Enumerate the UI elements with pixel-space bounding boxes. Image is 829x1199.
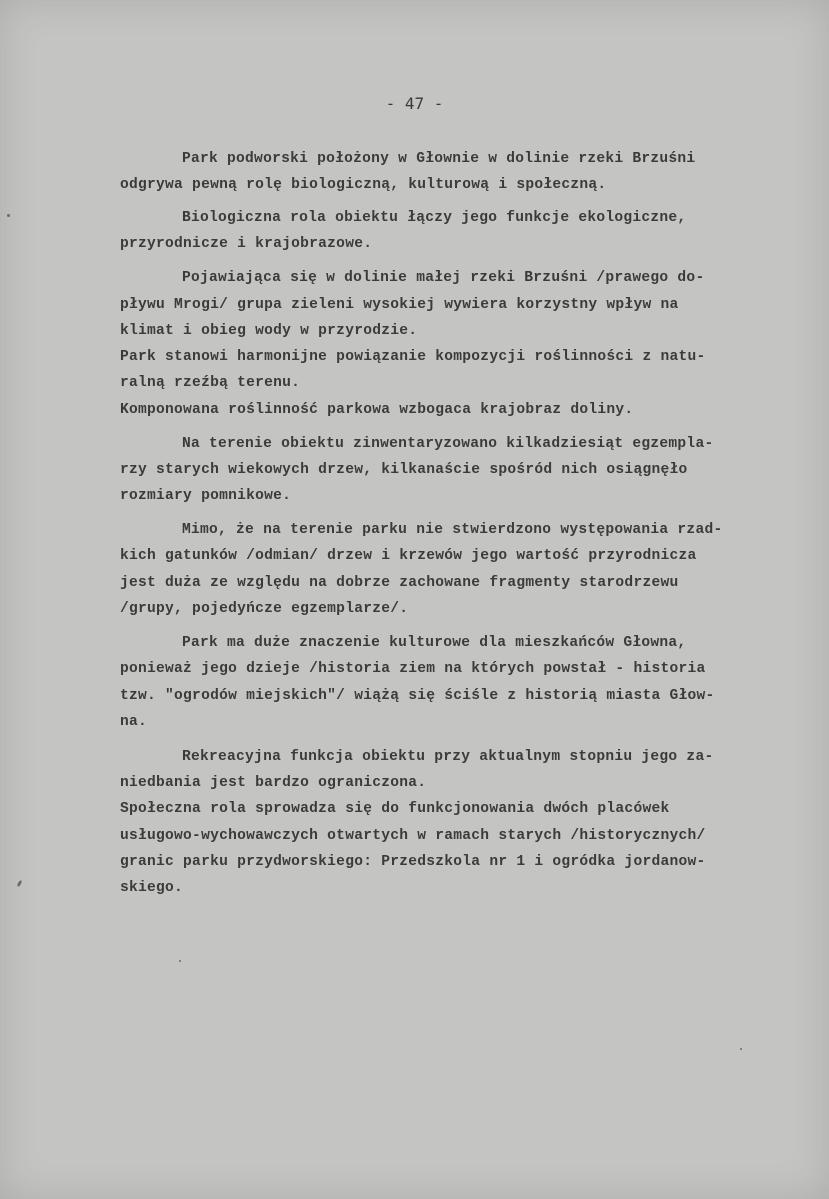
text-line: tzw. "ogrodów miejskich"/ wiążą się ściśle z historią miasta Głow- (120, 688, 715, 704)
text-line: Park ma duże znaczenie kulturowe dla mieszkańców Głowna, (182, 635, 687, 651)
text-line: kich gatunków /odmian/ drzew i krzewów jego wartość przyrodnicza (120, 548, 697, 564)
text-line: rozmiary pomnikowe. (120, 488, 292, 504)
text-line: pływu Mrogi/ grupa zieleni wysokiej wywiera korzystny wpływ na (120, 297, 679, 313)
text-line: ponieważ jego dzieje /historia ziem na których powstał - historia (120, 661, 706, 677)
text-line: granic parku przydworskiego: Przedszkola nr 1 i ogródka jordanow- (120, 854, 706, 870)
text-line: rzy starych wiekowych drzew, kilkanaście spośród nich osiągnęło (120, 462, 688, 478)
text-line: Pojawiająca się w dolinie małej rzeki Brzuśni /prawego do- (182, 270, 705, 286)
text-line: Biologiczna rola obiektu łączy jego funkcje ekologiczne, (182, 210, 687, 226)
text-line: klimat i obieg wody w przyrodzie. (120, 323, 418, 339)
page-number: - 47 - (385, 94, 444, 113)
text-line: ralną rzeźbą terenu. (120, 375, 301, 391)
text-line: odgrywa pewną rolę biologiczną, kulturową i społeczną. (120, 177, 607, 193)
text-line: Komponowana roślinność parkowa wzbogaca krajobraz doliny. (120, 402, 634, 418)
text-line: Park stanowi harmonijne powiązanie kompozycji roślinności z natu- (120, 349, 706, 365)
paper-speck (16, 880, 22, 888)
text-line: skiego. (120, 880, 184, 896)
text-line: Mimo, że na terenie parku nie stwierdzono występowania rzad- (182, 522, 723, 538)
text-line: Społeczna rola sprowadza się do funkcjonowania dwóch placówek (120, 801, 670, 817)
text-line: jest duża ze względu na dobrze zachowane fragmenty starodrzewu (120, 575, 679, 591)
text-line: /grupy, pojedyńcze egzemplarze/. (120, 601, 409, 617)
text-line: usługowo-wychowawczych otwartych w ramach starych /historycznych/ (120, 828, 706, 844)
paper-speck (179, 960, 181, 962)
text-line: przyrodnicze i krajobrazowe. (120, 236, 373, 252)
text-line: Na terenie obiektu zinwentaryzowano kilkadziesiąt egzempla- (182, 436, 714, 452)
paper-speck (7, 214, 10, 217)
text-line: Rekreacyjna funkcja obiektu przy aktualnym stopniu jego za- (182, 749, 714, 765)
text-line: niedbania jest bardzo ograniczona. (120, 775, 427, 791)
paper-speck (740, 1048, 742, 1050)
text-line: na. (120, 714, 148, 730)
text-line: Park podworski położony w Głownie w dolinie rzeki Brzuśni (182, 151, 696, 167)
